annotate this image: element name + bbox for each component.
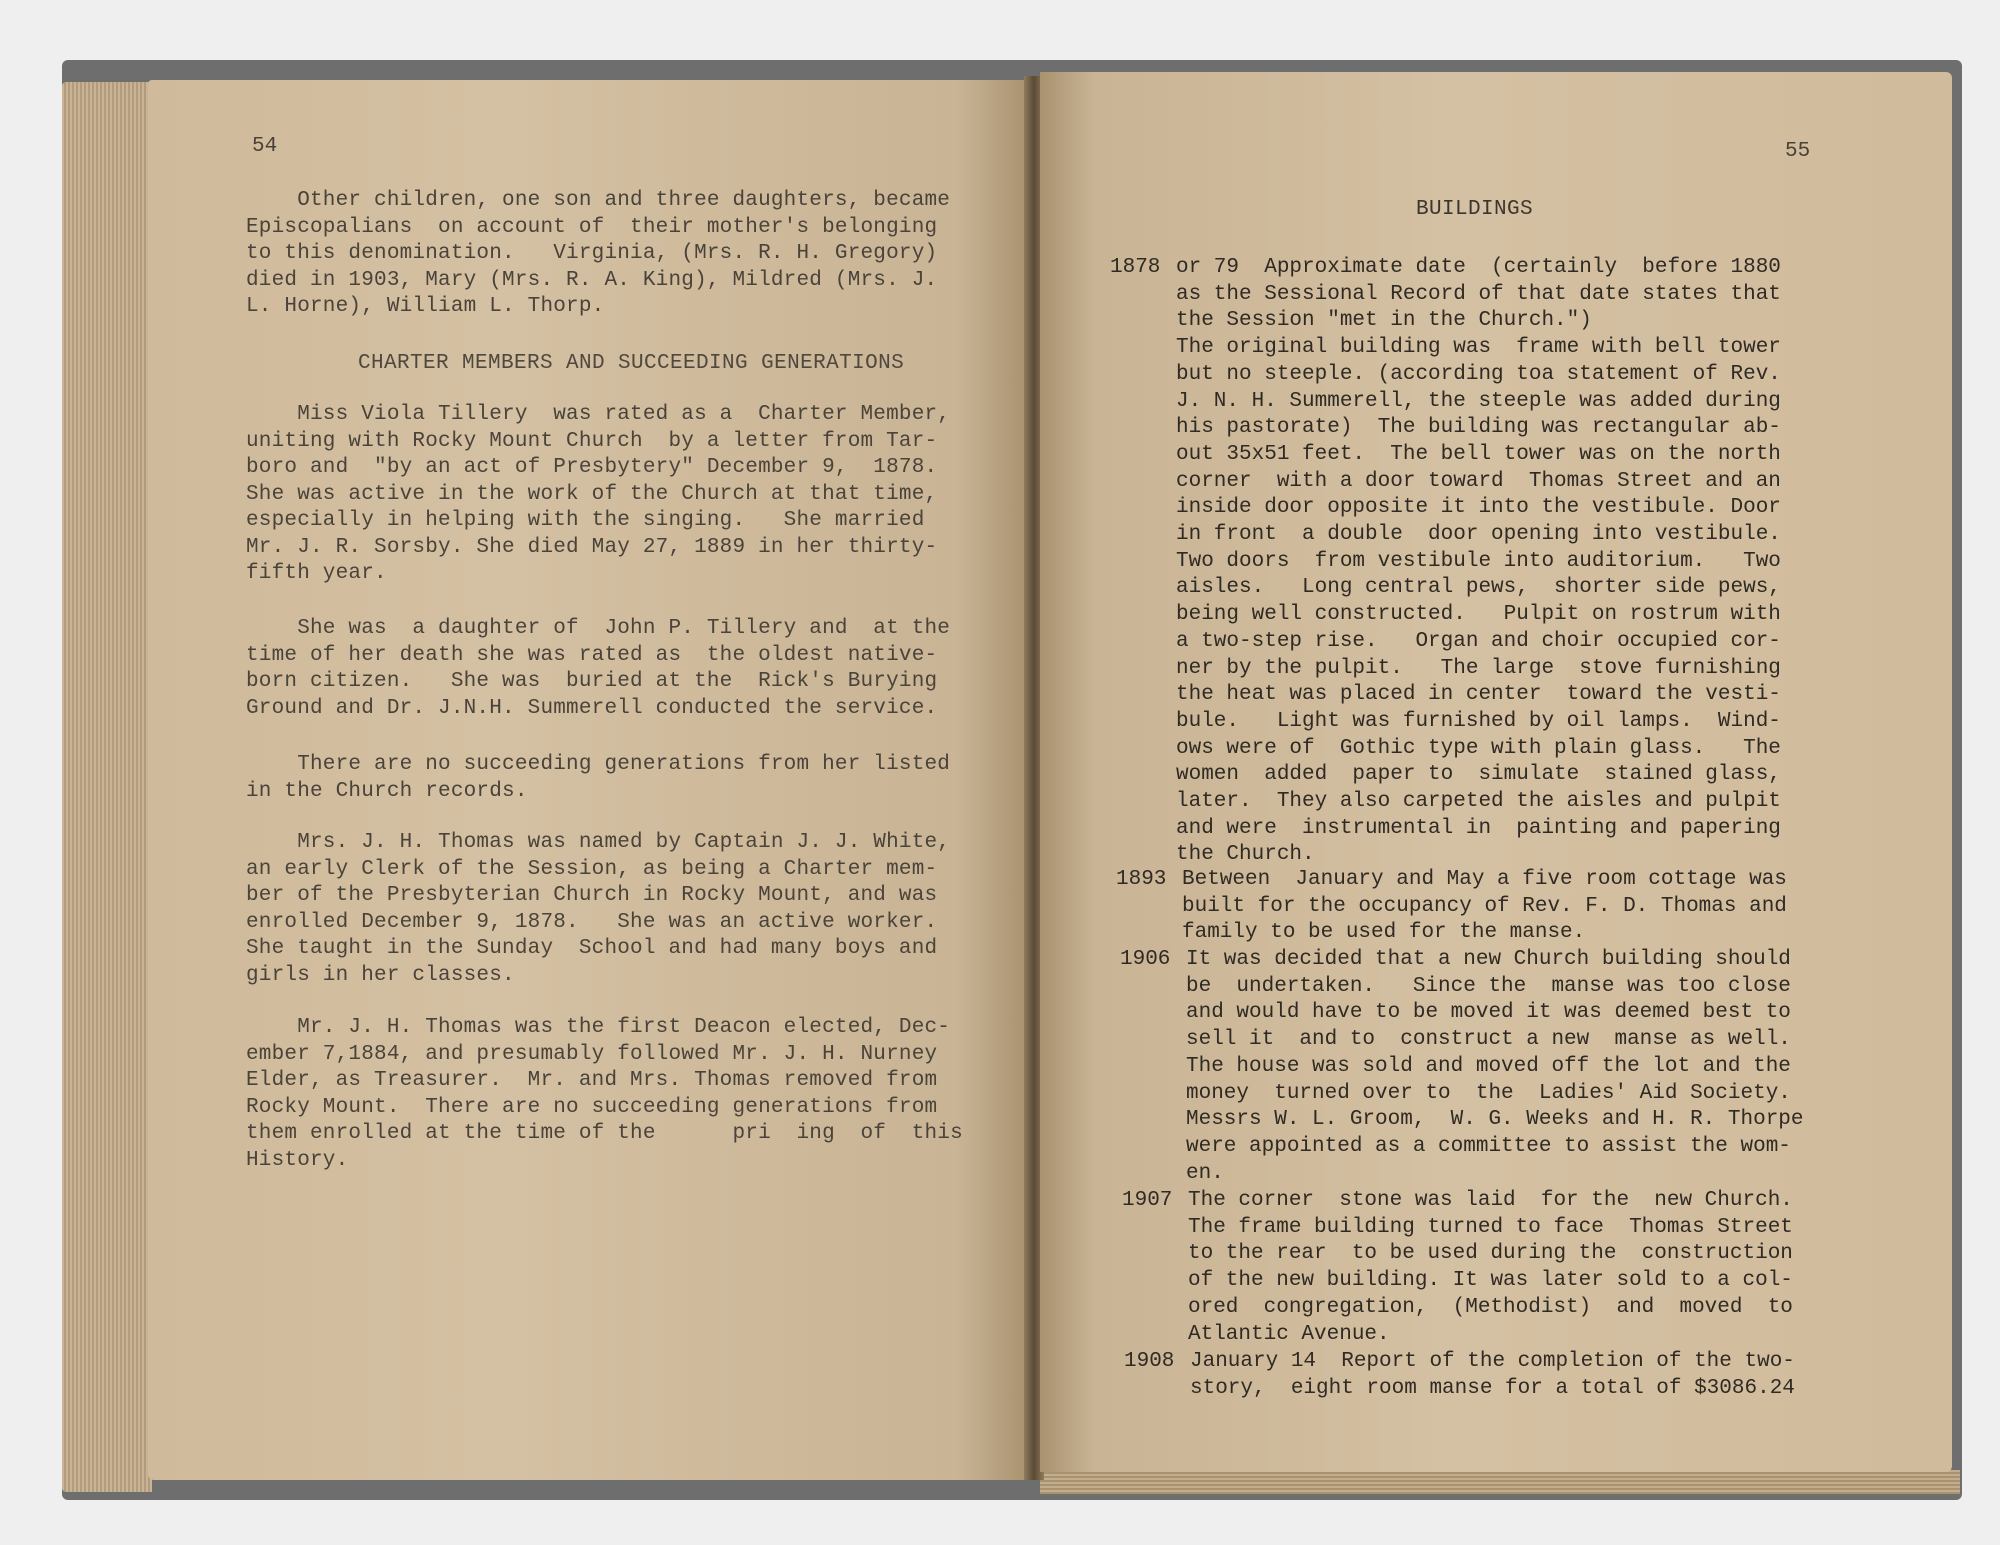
entry-year: 1908 — [1124, 1350, 1175, 1373]
section-heading: CHARTER MEMBERS AND SUCCEEDING GENERATIONS — [358, 352, 905, 375]
paragraph-viola-tillery: Miss Viola Tillery was rated as a Charter Member, uniting with Rocky Mount Church by a letter from Tar- boro and "by an act of Presbytery" December 9, 1878. She was active in the work of the Church at that time, especially in helping with the singing. She married Mr. J. R. Sorsby. She died May 27, 1889 in her thirty- fifth year. — [246, 403, 951, 585]
paragraph-mr-thomas: Mr. J. H. Thomas was the first Deacon elected, Dec- ember 7,1884, and presumably followed Mr. J. H. Nurney Elder, as Treasurer. Mr. and Mrs. Thomas removed from Rocky Mount. There are no succeeding generations from them enrolled at the time of the pri ing of this History. — [246, 1016, 963, 1172]
entry-year: 1878 — [1110, 256, 1161, 279]
entry-text: The corner stone was laid for the new Church. The frame building turned to face Thomas Street to the rear to be used during the construction of the new building. It was later sold to a col- ored congregation, (Methodist) and moved to Atlantic Avenue. — [1188, 1189, 1793, 1346]
right-page — [1040, 72, 1952, 1472]
entry-year: 1907 — [1122, 1189, 1173, 1212]
page-edges-left — [62, 82, 152, 1492]
entry-text: January 14 Report of the completion of the two- story, eight room manse for a total of $3086.24 — [1190, 1350, 1795, 1400]
left-page — [148, 80, 1028, 1480]
page-edges-bottom — [1040, 1470, 1960, 1494]
paragraph-mrs-thomas: Mrs. J. H. Thomas was named by Captain J. J. White, an early Clerk of the Session, as being a Charter mem- ber of the Presbyterian Church in Rocky Mount, and was enrolled December 9, 1878. She was an active worker. She taught in the Sunday School and had many boys and girls in her classes. — [246, 831, 951, 987]
paragraph-other-children: Other children, one son and three daughters, became Episcopalians on account of their mother's belonging to this denomination. Virginia, (Mrs. R. H. Gregory) died in 1903, Mary (Mrs. R. A. King), Mildred (Mrs. J. L. Horne), William L. Thorp. — [246, 189, 951, 318]
paragraph-succeeding-generations: There are no succeeding generations from her listed in the Church records. — [246, 753, 951, 803]
entry-text: It was decided that a new Church building should be undertaken. Since the manse was too close and would have to be moved it was deemed best to sell it and to construct a new manse as well. The house was sold and moved off the lot and the money turned over to the Ladies' Aid Society. Messrs W. L. Groom, W. G. Weeks and H. R. Thorpe were appointed as a committee to assist the wom- en. — [1186, 948, 1804, 1185]
entry-text: Between January and May a five room cottage was built for the occupancy of Rev. F. D. Thomas and family to be used for the manse. — [1182, 868, 1787, 945]
entry-year: 1906 — [1120, 948, 1171, 971]
page-number: 54 — [252, 135, 278, 158]
buildings-heading: BUILDINGS — [1416, 198, 1534, 221]
paragraph-john-tillery: She was a daughter of John P. Tillery and at the time of her death she was rated as the oldest native- born citizen. She was buried at the Rick's Burying Ground and Dr. J.N.H. Summerell conducted the service. — [246, 617, 951, 720]
entry-year: 1893 — [1116, 868, 1167, 891]
entry-text: or 79 Approximate date (certainly before 1880 as the Sessional Record of that date states that the Session "met in the Church.") The original building was frame with bell tower but no steeple. (according toa statement of Rev. J. N. H. Summerell, the steeple was added during his pastorate) The building was rectangular ab- out 35x51 feet. The bell tower was on the north corner with a door toward Thomas Street and an inside door opposite it into the vestibule. Door in front a double door opening into vestibule. Two doors from vestibule into auditorium. Two aisles. Long central pews, shorter side pews, being well constructed. Pulpit on rostrum with a two-step rise. Organ and choir occupied cor- ner by the pulpit. The large stove furnishing the heat was placed in center toward the vesti- bule. Light was furnished by oil lamps. Wind- ows were of Gothic type with plain glass. The women added paper to simulate stained glass, later. They also carpeted the aisles and pulpit and were instrumental in painting and papering the Church. — [1176, 256, 1781, 867]
page-number: 55 — [1785, 140, 1811, 163]
